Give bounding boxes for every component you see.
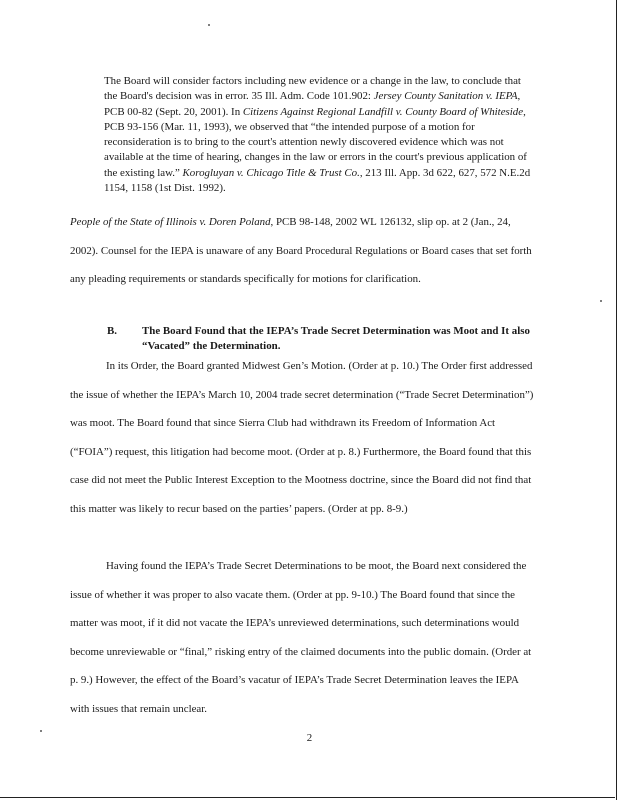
section-title: The Board Found that the IEPA’s Trade Secret Determination was Moot and It also “Vacated” the Determination. [142, 325, 530, 352]
quote-text: , PCB 93-156 (Mar. 11, 1993), we observed that “the intended purpose of a motion for reconsideration is to bring to the court's attention newly discovered evidence which was not available at the time of hearing, changes in the law or errors in the court's previous application of the existing law.” [104, 105, 527, 179]
paragraph-citation [70, 208, 540, 294]
quote-text: , 213 Ill. App. 3d 622, 627, 572 N.E.2d 1154, 1158 (1st Dist. 1992). [104, 166, 531, 195]
paragraph-order-summary: In its Order, the Board granted Midwest Gen’s Motion. (Order at p. 10.) The Order first addressed the issue of whether the IEPA’s March 10, 2004 trade secret determination (“Trade Secret Determination”) was moot. The Board found that since Sierra Club had withdrawn its Freedom of Information Act (“FOIA”) request, this litigation had become moot. (Order at p. 8.) Furthermore, the Board found that this case did not meet the Public Interest Exception to the Mootness doctrine, since the Board did not find that this matter was likely to recur based on the parties’ papers. (Order at pp. 8-9.) [70, 360, 534, 515]
quote-text: The Board will consider factors including new evidence or a change in the law, to conclude that the Board's decision was in error. 35 Ill. Adm. Code 101.902: [104, 75, 521, 103]
scan-edge-right [616, 0, 617, 800]
scan-speck [40, 730, 42, 732]
block-quote [104, 74, 536, 196]
paragraph-vacatur: Having found the IEPA’s Trade Secret Determinations to be moot, the Board next considered the issue of whether it was proper to also vacate them. (Order at pp. 9-10.) The Board found that since the matter was moot, if it did not vacate the IEPA’s unreviewed determinations, such determinations would become unreviewable or “final,” risking entry of the claimed documents into the public domain. (Order at p. 9.) However, the effect of the Board’s vacatur of IEPA’s Trade Secret Determination leaves the IEPA with issues that remain unclear. [70, 560, 532, 715]
scan-edge-bottom [0, 797, 615, 798]
case-citation: Citizens Against Regional Landfill v. County Board of Whiteside [242, 105, 524, 118]
case-citation: Jersey County Sanitation v. IEPA [373, 90, 518, 103]
case-citation: People of the State of Illinois v. Doren Poland [70, 216, 271, 228]
page-number: 2 [306, 732, 313, 744]
paragraph-text: , PCB 98-148, 2002 WL 126132, slip op. at 2 (Jan., 24, 2002). Counsel for the IEPA is unaware of any Board Procedural Regulations or Board cases that set forth any pleading requirements or standards specifically for motions for clarification. [70, 216, 532, 286]
case-citation: Korogluyan v. Chicago Title & Trust Co. [182, 166, 360, 179]
section-number: B. [107, 325, 117, 337]
quote-text: , PCB 00-82 (Sept. 20, 2001). In [104, 90, 521, 118]
scan-speck [600, 300, 602, 302]
scan-speck [208, 24, 210, 26]
